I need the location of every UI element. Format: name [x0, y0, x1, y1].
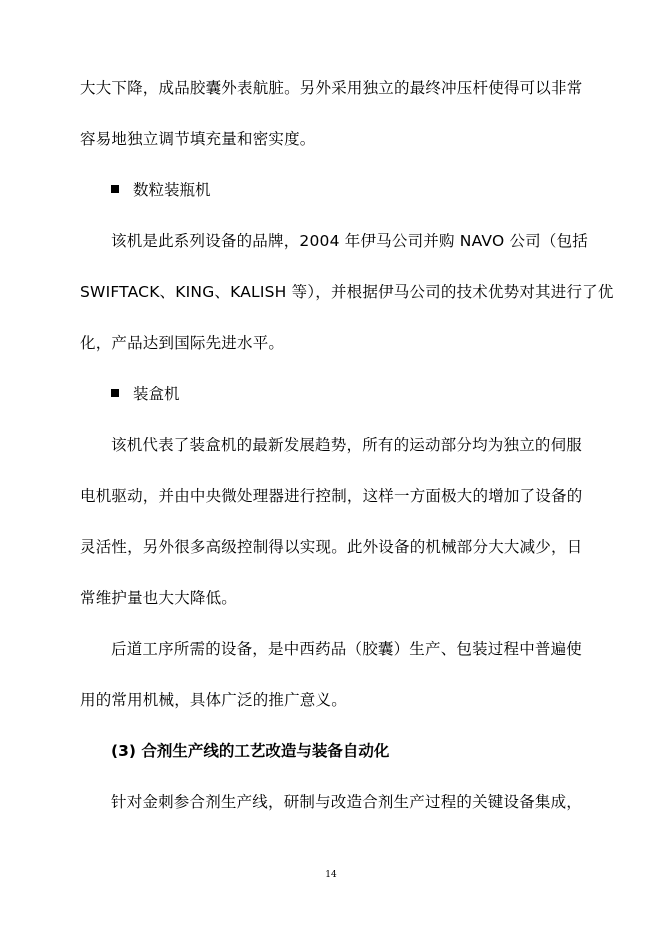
bullet-heading-label: 装盒机 — [133, 385, 180, 403]
bullet-heading — [111, 384, 180, 404]
section-heading: (3) 合剂生产线的工艺改造与装备自动化 — [111, 742, 390, 760]
text-line: 该机代表了装盒机的最新发展趋势，所有的运动部分均为独立的伺服 — [111, 436, 583, 454]
text-line: 灵活性，另外很多高级控制得以实现。此外设备的机械部分大大减少，日 — [80, 538, 583, 556]
text-line: 用的常用机械，具体广泛的推广意义。 — [80, 691, 347, 709]
bullet-heading — [111, 180, 211, 200]
square-bullet-icon — [111, 389, 119, 397]
text-line: 后道工序所需的设备，是中西药品（胶囊）生产、包装过程中普遍使 — [111, 640, 583, 658]
square-bullet-icon — [111, 185, 119, 193]
bullet-heading-label: 数粒装瓶机 — [133, 181, 211, 199]
text-line: 该机是此系列设备的品牌，2004 年伊马公司并购 NAVO 公司（包括 — [111, 232, 588, 250]
text-line: 容易地独立调节填充量和密实度。 — [80, 130, 316, 148]
text-line: 常维护量也大大降低。 — [80, 589, 238, 607]
text-line: 大大下降，成品胶囊外表航脏。另外采用独立的最终冲压杆使得可以非常 — [80, 79, 583, 97]
text-line: 化，产品达到国际先进水平。 — [80, 334, 285, 352]
text-line: 电机驱动，并由中央微处理器进行控制，这样一方面极大的增加了设备的 — [80, 487, 583, 505]
page-number: 14 — [325, 870, 337, 880]
text-line: 针对金刺参合剂生产线，研制与改造合剂生产过程的关键设备集成， — [111, 793, 583, 811]
text-line: SWIFTACK、KING、KALISH 等），并根据伊马公司的技术优势对其进行了优 — [80, 283, 614, 301]
